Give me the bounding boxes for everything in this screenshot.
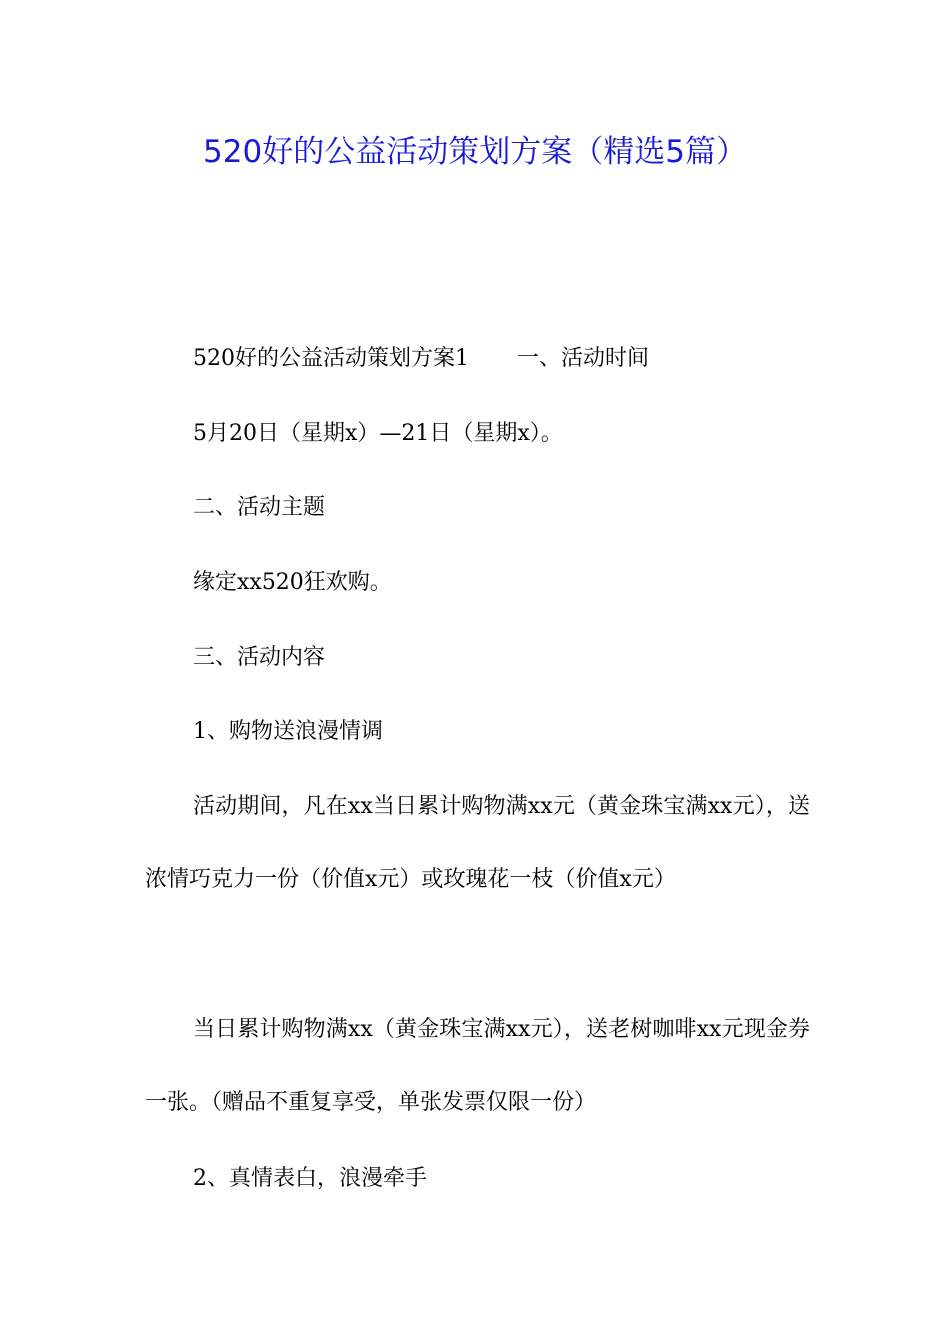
heading-activity-content: 三、活动内容 xyxy=(193,645,326,670)
section-title: 520好的公益活动策划方案1 xyxy=(193,346,469,371)
paragraph-gift-2: 当日累计购物满xx（黄金珠宝满xx元），送老树咖啡xx元现金券一张。（赠品不重复享受，单张发票仅限一份） xyxy=(145,1017,810,1115)
heading-activity-theme: 二、活动主题 xyxy=(193,495,326,520)
paragraph-gift-1: 活动期间，凡在xx当日累计购物满xx元（黄金珠宝满xx元），送浓情巧克力一份（价值x元）或玫瑰花一枝（价值x元） xyxy=(145,794,810,892)
content-item-2: 2、真情表白，浪漫牵手 xyxy=(193,1166,427,1191)
activity-time-text: 5月20日（星期x）—21日（星期x）。 xyxy=(193,421,563,446)
activity-theme-text: 缘定xx520狂欢购。 xyxy=(193,570,392,595)
section-heading-row xyxy=(193,344,649,374)
content-item-1: 1、购物送浪漫情调 xyxy=(193,719,383,744)
heading-activity-time: 一、活动时间 xyxy=(517,346,650,371)
document-title: 520好的公益活动策划方案（精选5篇） xyxy=(203,134,747,170)
